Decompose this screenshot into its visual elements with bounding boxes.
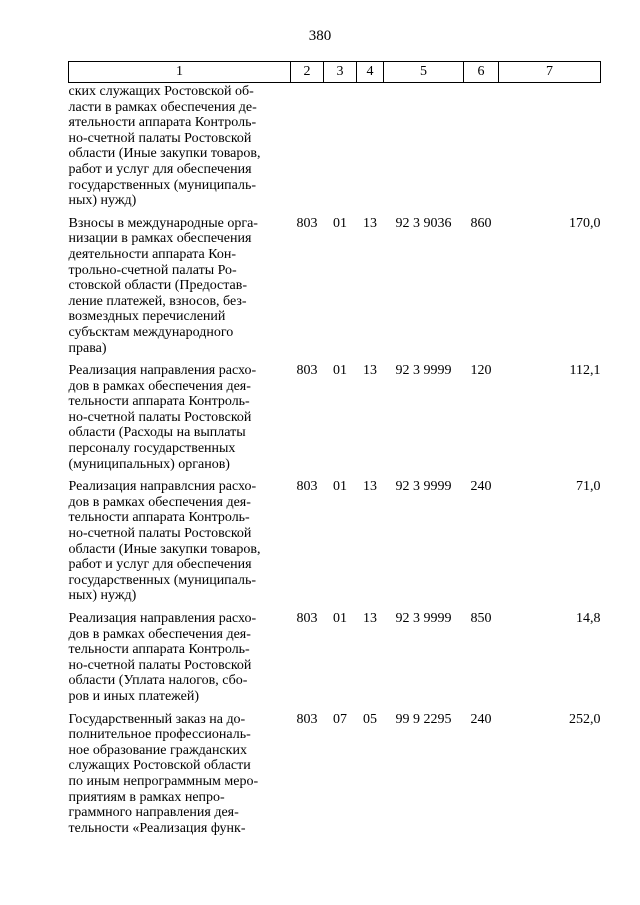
- target-article-code: [384, 83, 464, 216]
- subsection-code: [357, 83, 384, 216]
- subsection-code: 13: [363, 479, 377, 495]
- ministry-code: 803: [296, 215, 318, 231]
- table-row: [69, 216, 601, 363]
- target-article-code: 92 3 9036: [395, 215, 452, 231]
- section-code: 07: [333, 711, 347, 727]
- amount-value: 252,0: [569, 711, 601, 727]
- col-header-6: 6: [464, 62, 499, 83]
- col-header-2: 2: [291, 62, 324, 83]
- row-description: ских служащих Ростовской об- ласти в рамках обеспечения де- ятельности аппарата Контроль- но-счетной палаты Ростовской области (Иные закупки товаров, работ и услуг для обеспечения государственных (муниципаль- ных) нужд): [68, 84, 261, 209]
- subsection-code: 13: [363, 363, 377, 379]
- col-header-4: 4: [357, 62, 384, 83]
- expense-type-code: 120: [470, 363, 492, 379]
- target-article-code: 99 9 2295: [395, 711, 452, 727]
- row-description: Реализация направлсния расхо- дов в рамках обеспечения дея- тельности аппарата Контроль- но-счетной палаты Ростовской области (Иные закупки товаров, работ и услуг для обеспечения государственных (муниципаль- ных) нужд): [68, 479, 261, 604]
- row-description: Государственный заказ на до- полнительное профессиональ- ное образование гражданских служащих Ростовской области по иным непрограммным меро- приятиям в рамках непро- граммного направления дея- тельности «Реализация функ-: [68, 711, 259, 836]
- row-description: Реализация направления расхо- дов в рамках обеспечения дея- тельности аппарата Контроль- но-счетной палаты Ростовской области (Уплата налогов, сбо- ров и иных платежей): [68, 611, 257, 704]
- expense-type-code: 240: [470, 479, 492, 495]
- section-code: 01: [333, 363, 347, 379]
- col-header-3: 3: [324, 62, 357, 83]
- expense-type-code: 860: [470, 215, 492, 231]
- amount-value: 170,0: [569, 215, 601, 231]
- col-header-1: 1: [69, 62, 291, 83]
- row-description: Реализация направления расхо- дов в рамках обеспечения дея- тельности аппарата Контроль- но-счетной палаты Ростовской области (Расходы на выплаты персоналу государственных (муниципальных) органов): [68, 363, 257, 472]
- section-code: 01: [333, 479, 347, 495]
- ministry-code: 803: [296, 611, 318, 626]
- col-header-7: 7: [499, 62, 601, 83]
- budget-table: [68, 61, 601, 843]
- target-article-code: 92 3 9999: [395, 363, 452, 379]
- section-code: 01: [333, 215, 347, 231]
- table-row: [69, 363, 601, 479]
- table-row: [69, 712, 601, 844]
- section-code: 01: [333, 611, 347, 626]
- target-article-code: 92 3 9999: [395, 611, 452, 626]
- ministry-code: 803: [296, 479, 318, 495]
- col-header-5: 5: [384, 62, 464, 83]
- table-row: [69, 83, 601, 216]
- table-row: [69, 611, 601, 712]
- page-number: 380: [308, 28, 332, 44]
- expense-type-code: [464, 83, 499, 216]
- table-row: [69, 479, 601, 611]
- subsection-code: 05: [363, 711, 377, 727]
- subsection-code: 13: [363, 611, 377, 626]
- header-row: [69, 62, 601, 83]
- ministry-code: 803: [296, 363, 318, 379]
- amount-value: [499, 83, 601, 216]
- amount-value: 14,8: [576, 611, 601, 626]
- expense-type-code: 850: [470, 611, 492, 626]
- amount-value: 71,0: [576, 479, 601, 495]
- ministry-code: [291, 83, 324, 216]
- subsection-code: 13: [363, 215, 377, 231]
- row-description: Взносы в международные орга- низации в рамках обеспечения деятельности аппарата Кон- трольно-счетной палаты Ро- стовской области (Предостав- ление платежей, взносов, без- возмездных перечислений субъсктам международного права): [68, 215, 258, 356]
- amount-value: 112,1: [569, 363, 601, 379]
- expense-type-code: 240: [470, 711, 492, 727]
- section-code: [324, 83, 357, 216]
- ministry-code: 803: [296, 711, 318, 727]
- target-article-code: 92 3 9999: [395, 479, 452, 495]
